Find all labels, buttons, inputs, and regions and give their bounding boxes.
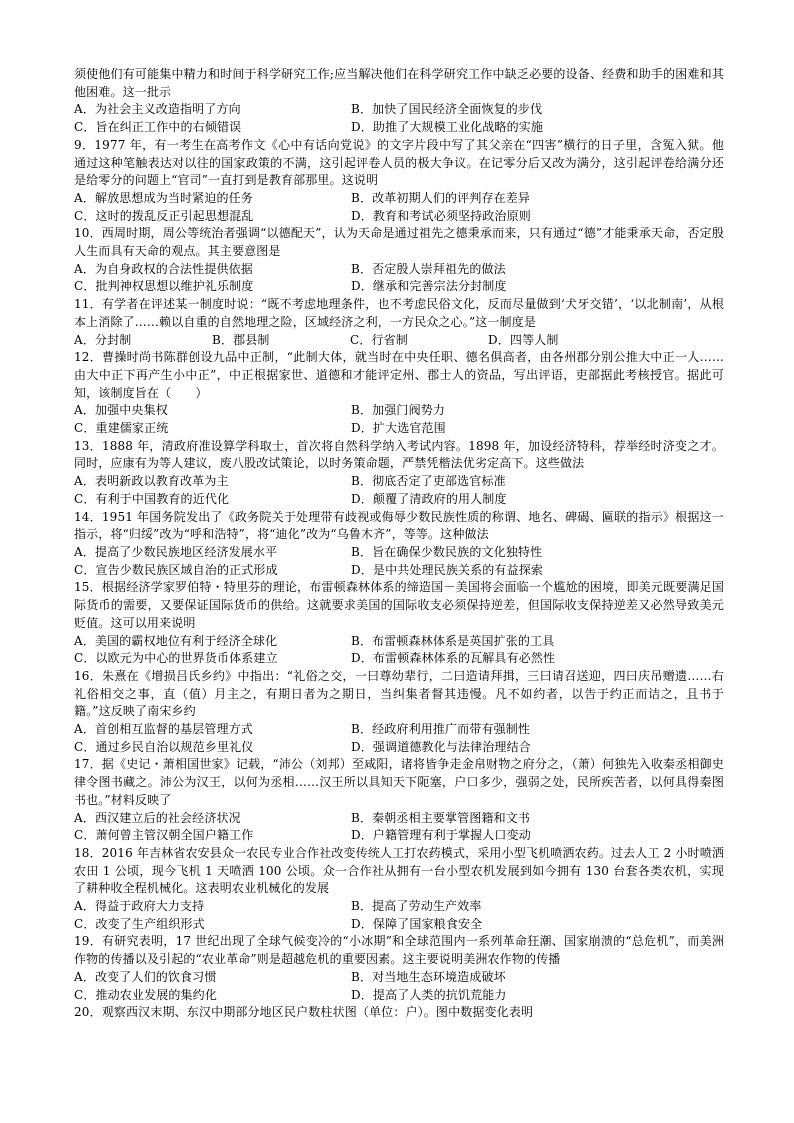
question-continuation-options [74,101,724,136]
option-d: D．强调道德教化与法律治理结合 [351,739,531,754]
option-b: B．改革初期人们的评判存在差异 [351,190,531,205]
option-d: D．是中共处理民族关系的有益探索 [351,562,544,577]
question-10-options [74,261,724,296]
question-17-options [74,810,724,845]
option-a: A．首创相互监督的基层管理方式 [74,722,253,737]
question-9-options [74,190,724,225]
option-a: A．表明新政以教育改革为主 [74,474,229,489]
question-10-stem: 10．西周时期，周公等统治者强调“以德配天”，认为天命是通过祖先之德秉承而来，只有通过“德”才能秉承天命，否定殷人生而具有天命的观点。其主要意图是 [74,226,724,259]
option-b: B．否定殷人崇拜祖先的做法 [351,261,506,276]
question-20-stem: 20．观察西汉末期、东汉中期部分地区民户数柱状图（单位：户）。图中数据变化表明 [74,1005,534,1020]
option-b: B．提高了劳动生产效率 [351,899,482,914]
option-d: D．扩大选官范围 [351,421,446,436]
question-15-options [74,633,724,668]
option-b: B．彻底否定了吏部选官标准 [351,474,506,489]
option-b: B．加强门阀势力 [351,403,446,418]
option-d: D．继承和完善宗法分封制度 [351,279,507,294]
option-a: A．解放思想成为当时紧迫的任务 [74,190,253,205]
option-c: C．宣告少数民族区域自治的正式形成 [74,562,278,577]
option-a: A．分封制 [74,332,132,347]
option-d: D．颠覆了清政府的用人制度 [351,491,507,506]
question-9-stem: 9．1977 年，有一考生在高考作文《心中有话向党说》的文字片段中写了其父亲在“四害”横行的日子里，含冤入狱。他通过这种笔触表达对以往的国家政策的不满，这引起评卷人员的极大争议。在记零分后又改为满分，这引起评卷给满分还是给零分的问题上“官司”一直打到是教育部那里。这说明 [74,137,724,188]
option-c: C．推动农业发展的集约化 [74,987,217,1002]
question-11-options [74,332,724,350]
question-19-stem: 19．有研究表明，17 世纪出现了全球气候变冷的“小冰期”和全球范围内一系列革命狂潮、国家崩溃的“总危机”，而美洲作物的传播以及引起的“农业革命”则是超越危机的重要因素。这主要说明美洲农作物的传播 [74,934,724,967]
question-17-stem: 17．据《史记・萧相国世家》记载，“沛公（刘邦）至咸阳，诸将皆争走金帛财物之府分之，（萧）何独先入收秦丞相御史律令图书藏之。沛公为汉王，以何为丞相……汉王所以具知天下阨塞，户口多少，强弱之处，民所疾苦者，以何具得秦图书也。”材料反映了 [74,757,724,807]
question-11-stem: 11．有学者在评述某一制度时说：“既不考虑地理条件，也不考虑民俗文化，反而尽量做到‘犬牙交错’，‘以北制南’，从根本上消除了……赖以自重的自然地理之险，区域经济之利，一方民众之心。”这一制度是 [74,297,724,329]
option-d: D．提高了人类的抗饥荒能力 [351,987,507,1002]
option-c: C．改变了生产组织形式 [74,916,205,931]
option-a: A．美国的霸权地位有利于经济全球化 [74,633,278,648]
option-b: B．对当地生态环境造成破坏 [351,969,506,984]
option-a: A．为自身政权的合法性提供依据 [74,261,253,276]
option-c: C．批判神权思想以维护礼乐制度 [74,279,254,294]
option-d: D．四等人制 [488,332,559,347]
question-12-stem: 12．曹操时尚书陈群创设九品中正制，“此制大体，就当时在中央任职、德名俱高者，由各州郡分别公推大中正一人……由大中正下再产生小中正”，中正根据家世、道德和才能评定州、郡士人的资品，写出评语，吏部据此考核授官。据此可知，该制度旨在（ ） [74,350,724,400]
option-d: D．布雷顿森林体系的瓦解具有必然性 [351,651,556,666]
question-16-stem: 16．朱熹在《增损吕氏乡约》中指出：“礼俗之交，一曰尊幼辈行，二曰造请拜揖，三曰请召送迎，四曰庆吊赠遗……右礼俗相交之事，直（值）月主之，有期日者为之期日，当纠集者督其违慢。凡不如约者，以告于约正而诘之，且书于籍。”这反映了南宋乡约 [74,668,724,719]
question-19-options [74,969,724,1004]
option-c: C．萧何曾主管汉朝全国户籍工作 [74,828,254,843]
option-b: B．经政府利用推广而带有强制性 [351,722,531,737]
option-c: C．以欧元为中心的世界货币体系建立 [74,651,278,666]
option-c: C．旨在纠正工作中的右倾错误 [74,120,242,135]
exam-page [74,66,724,1022]
question-18-options [74,898,724,933]
option-b: B．加快了国民经济全面恢复的步伐 [351,102,543,117]
question-18-stem: 18．2016 年吉林省农安县众一农民专业合作社改变传统人工打农药模式，采用小型飞机喷洒农药。过去人工 2 小时喷洒农田 1 公顷，现今飞机 1 天喷洒 100 公顷。众一合作社从拥有一台小型农机发展到如今拥有 130 台套各类农机，实现了耕种收全程机械化。这表明农业机械化的发展 [74,845,724,896]
option-d: D．保障了国家粮食安全 [351,916,483,931]
option-a: A．得益于政府大力支持 [74,899,205,914]
question-16-options [74,721,724,756]
option-a: A．为社会主义改造指明了方向 [74,102,241,117]
question-14-options [74,544,724,579]
option-b: B．秦朝丞相主要掌管图籍和文书 [351,810,531,825]
option-b: B．旨在确保少数民族的文化独特性 [351,544,543,559]
question-14-stem: 14．1951 年国务院发出了《政务院关于处理带有歧视或侮辱少数民族性质的称谓、地名、碑碣、匾联的指示》根据这一指示，将“归绥”改为“呼和浩特”，将“迪化”改为“乌鲁木齐”，等等。这种做法 [74,509,724,542]
option-d: D．教育和考试必须坚持政治原则 [351,208,531,223]
option-c: C．行省制 [350,332,408,347]
option-c: C．这时的拨乱反正引起思想混乱 [74,208,254,223]
question-13-stem: 13．1888 年，清政府准设算学科取士，首次将自然科学纳入考试内容。1898 年，加设经济特科，荐举经时济变之才。同时，应康有为等人建议，废八股改试策论，以时务策命题，严禁凭楷法优劣定高下。这些做法 [74,438,724,471]
option-a: A．提高了少数民族地区经济发展水平 [74,544,278,559]
option-a: A．改变了人们的饮食习惯 [74,969,217,984]
question-13-options [74,473,724,508]
question-15-stem: 15．根据经济学家罗伯特・特里芬的理论，布雷顿森林体系的缔造国－美国将会面临一个尴尬的困境，即美元既要满足国际货币的需要，又要保证国际货币的供给。这就要求美国的国际收支必须保持逆差，但国际收支保持逆差又必然导致美元贬值。这可以用来说明 [74,580,724,630]
option-b: B．布雷顿森林体系是英国扩张的工具 [351,633,555,648]
option-c: C．通过乡民自治以规范乡里礼仪 [74,739,254,754]
option-b: B．郡县制 [212,332,270,347]
question-continuation-text: 须使他们有可能集中精力和时间于科学研究工作;应当解决他们在科学研究工作中缺乏必要的设备、经费和助手的困难和其他困难。这一批示 [74,67,724,99]
option-d: D．助推了大规模工业化战略的实施 [351,120,544,135]
option-c: C．有利于中国教育的近代化 [74,491,230,506]
question-12-options [74,402,724,437]
option-a: A．西汉建立后的社会经济状况 [74,810,241,825]
option-a: A．加强中央集权 [74,403,168,418]
option-d: D．户籍管理有利于掌握人口变动 [351,828,531,843]
option-c: C．重建儒家正统 [74,421,169,436]
